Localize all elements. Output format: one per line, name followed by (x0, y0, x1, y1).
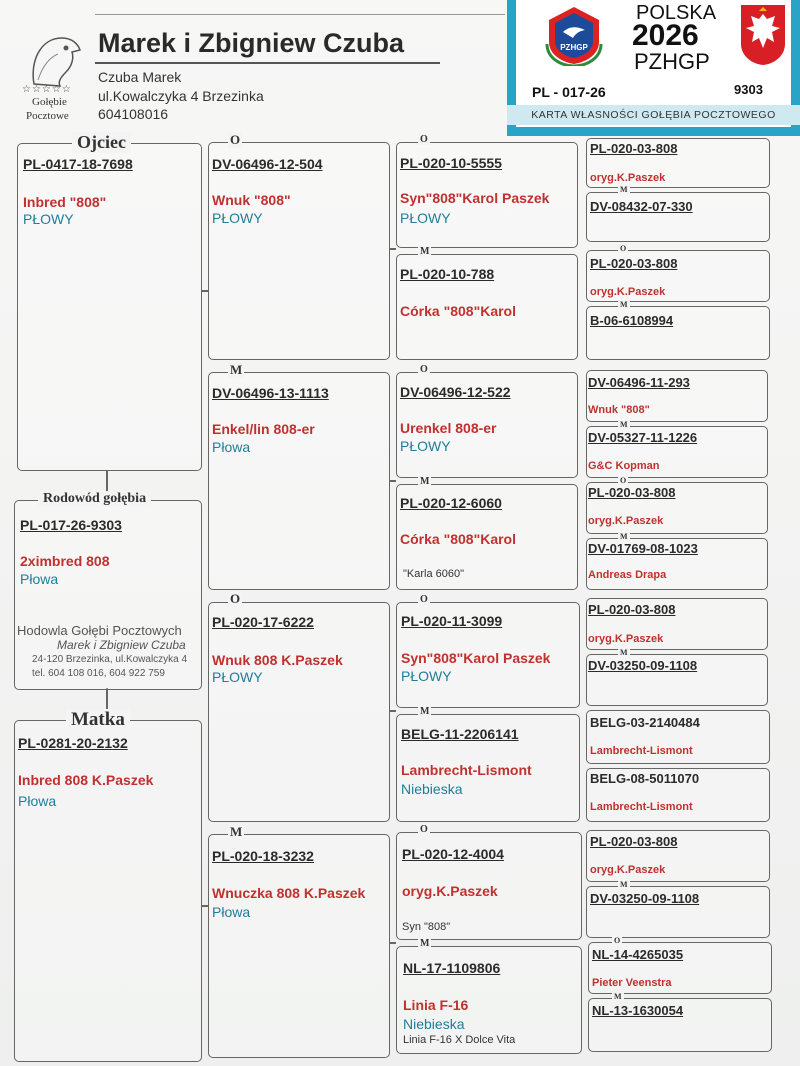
card-ring-number: PL - 017-26 (532, 84, 606, 100)
title-underline (95, 62, 440, 64)
sex-mark: M (620, 185, 628, 194)
breeder-line1: Hodowla Gołębi Pocztowych (17, 623, 182, 638)
gen3-color-1: PŁOWY (400, 210, 451, 226)
gen4-name-11: Lambrecht-Lismont (590, 745, 693, 757)
breeder-line4: tel. 604 108 016, 604 922 759 (32, 668, 165, 679)
owner-address: ul.Kowalczyka 4 Brzezinka (98, 88, 264, 104)
pzhgp-logo-text: PZHGP (560, 43, 588, 52)
gen3-note-8: Linia F-16 X Dolce Vita (403, 1034, 516, 1046)
gen4-ring-16: NL-13-1630054 (592, 1003, 684, 1018)
sire-name: Inbred "808" (23, 194, 107, 210)
subject-name: 2ximbred 808 (20, 553, 110, 569)
owner-name: Czuba Marek (98, 69, 182, 85)
dam-color: Płowa (18, 793, 57, 809)
gen3-name-2: Córka "808"Karol (400, 303, 516, 319)
gen3-ring-7: PL-020-12-4004 (402, 846, 504, 862)
gen3-name-5: Syn"808"Karol Paszek (401, 650, 551, 666)
gen3-name-4: Córka "808"Karol (400, 531, 516, 547)
dam-label: Matka (66, 709, 130, 731)
gen2-ring-4: PL-020-18-3232 (212, 848, 314, 864)
gen3-note-4: "Karla 6060" (403, 568, 465, 580)
sex-mark: M (620, 420, 628, 429)
sex-mark: M (620, 648, 628, 657)
gen3-color-3: PŁOWY (400, 438, 451, 454)
logo-text-line1: Gołębie (32, 96, 67, 108)
connector-sire (201, 290, 208, 292)
logo-stars: ☆☆☆☆☆ (22, 84, 72, 95)
sex-mark: M (614, 992, 622, 1001)
dam-name: Inbred 808 K.Paszek (18, 772, 154, 788)
sex-mark: M (620, 880, 628, 889)
gen2-box-4[interactable] (208, 834, 390, 1058)
gen3-color-5: PŁOWY (401, 668, 452, 684)
gen2-box-3[interactable] (208, 602, 390, 822)
sire-ring: PL-0417-18-7698 (23, 156, 133, 172)
ownership-card (507, 0, 800, 136)
gen4-ring-9: PL-020-03-808 (588, 602, 676, 617)
gen2-box-2[interactable] (208, 372, 390, 590)
gen3-ring-1: PL-020-10-5555 (400, 155, 502, 171)
subject-color: Płowa (20, 571, 59, 587)
gen4-ring-12: BELG-08-5011070 (590, 771, 700, 786)
gen3-note-7: Syn "808" (402, 921, 451, 933)
gen4-name-13: oryg.K.Paszek (590, 864, 666, 876)
gen3-color-8: Niebieska (403, 1016, 465, 1032)
polish-eagle-icon (738, 2, 788, 66)
gen2-name-1: Wnuk "808" (212, 192, 291, 208)
gen2-ring-1: DV-06496-12-504 (212, 156, 323, 172)
gen2-color-3: PŁOWY (212, 669, 263, 685)
gen2-ring-3: PL-020-17-6222 (212, 614, 314, 630)
gen4-ring-5: DV-06496-11-293 (588, 375, 690, 390)
sex-mark: M (230, 362, 243, 377)
gen2-color-4: Płowa (212, 904, 251, 920)
logo-text-line2: Pocztowe (26, 110, 69, 122)
connector-g2-4 (389, 942, 396, 944)
pigeon-head-icon (22, 32, 82, 87)
sex-mark: M (230, 824, 243, 839)
pedigree-label: Rodowód gołębia (38, 491, 151, 507)
gen4-name-15: Pieter Veenstra (592, 977, 672, 989)
gen4-name-12: Lambrecht-Lismont (590, 801, 693, 813)
pzhgp-logo-icon (543, 4, 605, 66)
gen2-ring-2: DV-06496-13-1113 (212, 385, 329, 401)
pigeon-logo (22, 32, 90, 124)
gen3-ring-2: PL-020-10-788 (400, 266, 495, 282)
gen3-name-8: Linia F-16 (403, 997, 469, 1013)
card-year: 2026 (632, 19, 699, 52)
sex-mark: M (420, 938, 430, 949)
sire-label: Ojciec (72, 132, 131, 153)
sex-mark: O (420, 364, 428, 375)
gen4-ring-2: DV-08432-07-330 (590, 199, 693, 214)
gen4-name-9: oryg.K.Paszek (588, 633, 664, 645)
breeder-line3: 24-120 Brzezinka, ul.Kowalczyka 4 (32, 654, 188, 665)
sire-color: PŁOWY (23, 211, 74, 227)
sex-mark: O (420, 594, 428, 605)
gen2-name-2: Enkel/lin 808-er (212, 421, 315, 437)
gen4-name-3: oryg.K.Paszek (590, 286, 666, 298)
gen4-name-6: G&C Kopman (588, 460, 660, 472)
connector-g2-3 (389, 710, 396, 712)
owner-phone: 604108016 (98, 106, 169, 122)
gen3-ring-4: PL-020-12-6060 (400, 495, 502, 511)
sex-mark: O (620, 476, 627, 485)
gen4-ring-15: NL-14-4265035 (592, 947, 684, 962)
gen2-color-2: Płowa (212, 439, 251, 455)
dam-ring: PL-0281-20-2132 (18, 735, 128, 751)
breeder-line2: Marek i Zbigniew Czuba (57, 638, 186, 652)
gen4-ring-10: DV-03250-09-1108 (588, 658, 698, 673)
sex-mark: O (230, 591, 241, 606)
sex-mark: O (614, 936, 621, 945)
subject-ring: PL-017-26-9303 (20, 517, 122, 533)
gen4-ring-4: B-06-6108994 (590, 313, 674, 328)
connector-g2-2 (389, 480, 396, 482)
sex-mark: O (230, 132, 241, 147)
gen4-ring-1: PL-020-03-808 (590, 141, 678, 156)
gen3-name-6: Lambrecht-Lismont (401, 762, 532, 778)
gen4-name-5: Wnuk "808" (588, 404, 650, 416)
top-divider (95, 14, 505, 15)
gen2-name-3: Wnuk 808 K.Paszek (212, 652, 343, 668)
gen4-ring-11: BELG-03-2140484 (590, 715, 700, 730)
gen4-ring-7: PL-020-03-808 (588, 485, 676, 500)
gen4-name-1: oryg.K.Paszek (590, 172, 666, 184)
breeder-title: Marek i Zbigniew Czuba (98, 28, 405, 58)
gen4-name-7: oryg.K.Paszek (588, 515, 664, 527)
gen3-ring-5: PL-020-11-3099 (401, 613, 503, 629)
gen3-ring-8: NL-17-1109806 (403, 960, 501, 976)
gen4-ring-6: DV-05327-11-1226 (588, 430, 698, 445)
gen4-ring-13: PL-020-03-808 (590, 834, 678, 849)
gen3-ring-6: BELG-11-2206141 (401, 726, 519, 742)
gen3-name-1: Syn"808"Karol Paszek (400, 190, 550, 206)
card-footer: KARTA WŁASNOŚCI GOŁĘBIA POCZTOWEGO (507, 105, 800, 125)
card-org: PZHGP (634, 49, 710, 74)
sex-mark: O (620, 244, 627, 253)
sex-mark: M (620, 300, 628, 309)
gen2-box-1[interactable] (208, 142, 390, 360)
gen2-name-4: Wnuczka 808 K.Paszek (212, 885, 366, 901)
sex-mark: O (420, 824, 428, 835)
gen3-name-7: oryg.K.Paszek (402, 883, 498, 899)
gen3-name-3: Urenkel 808-er (400, 420, 497, 436)
card-serial-number: 9303 (734, 82, 763, 97)
sex-mark: M (620, 532, 628, 541)
sex-mark: O (420, 134, 428, 145)
connector-g2-1 (389, 248, 396, 250)
connector-dam (201, 905, 208, 907)
gen4-ring-14: DV-03250-09-1108 (590, 891, 700, 906)
gen2-color-1: PŁOWY (212, 210, 263, 226)
sex-mark: M (420, 706, 430, 717)
gen3-color-6: Niebieska (401, 781, 463, 797)
gen4-name-8: Andreas Drapa (588, 569, 667, 581)
sex-mark: M (420, 476, 430, 487)
gen4-ring-8: DV-01769-08-1023 (588, 541, 698, 556)
card-country: POLSKA (636, 2, 717, 24)
gen4-ring-3: PL-020-03-808 (590, 256, 678, 271)
sire-box[interactable] (17, 143, 202, 471)
sex-mark: M (420, 246, 430, 257)
gen3-ring-3: DV-06496-12-522 (400, 384, 511, 400)
